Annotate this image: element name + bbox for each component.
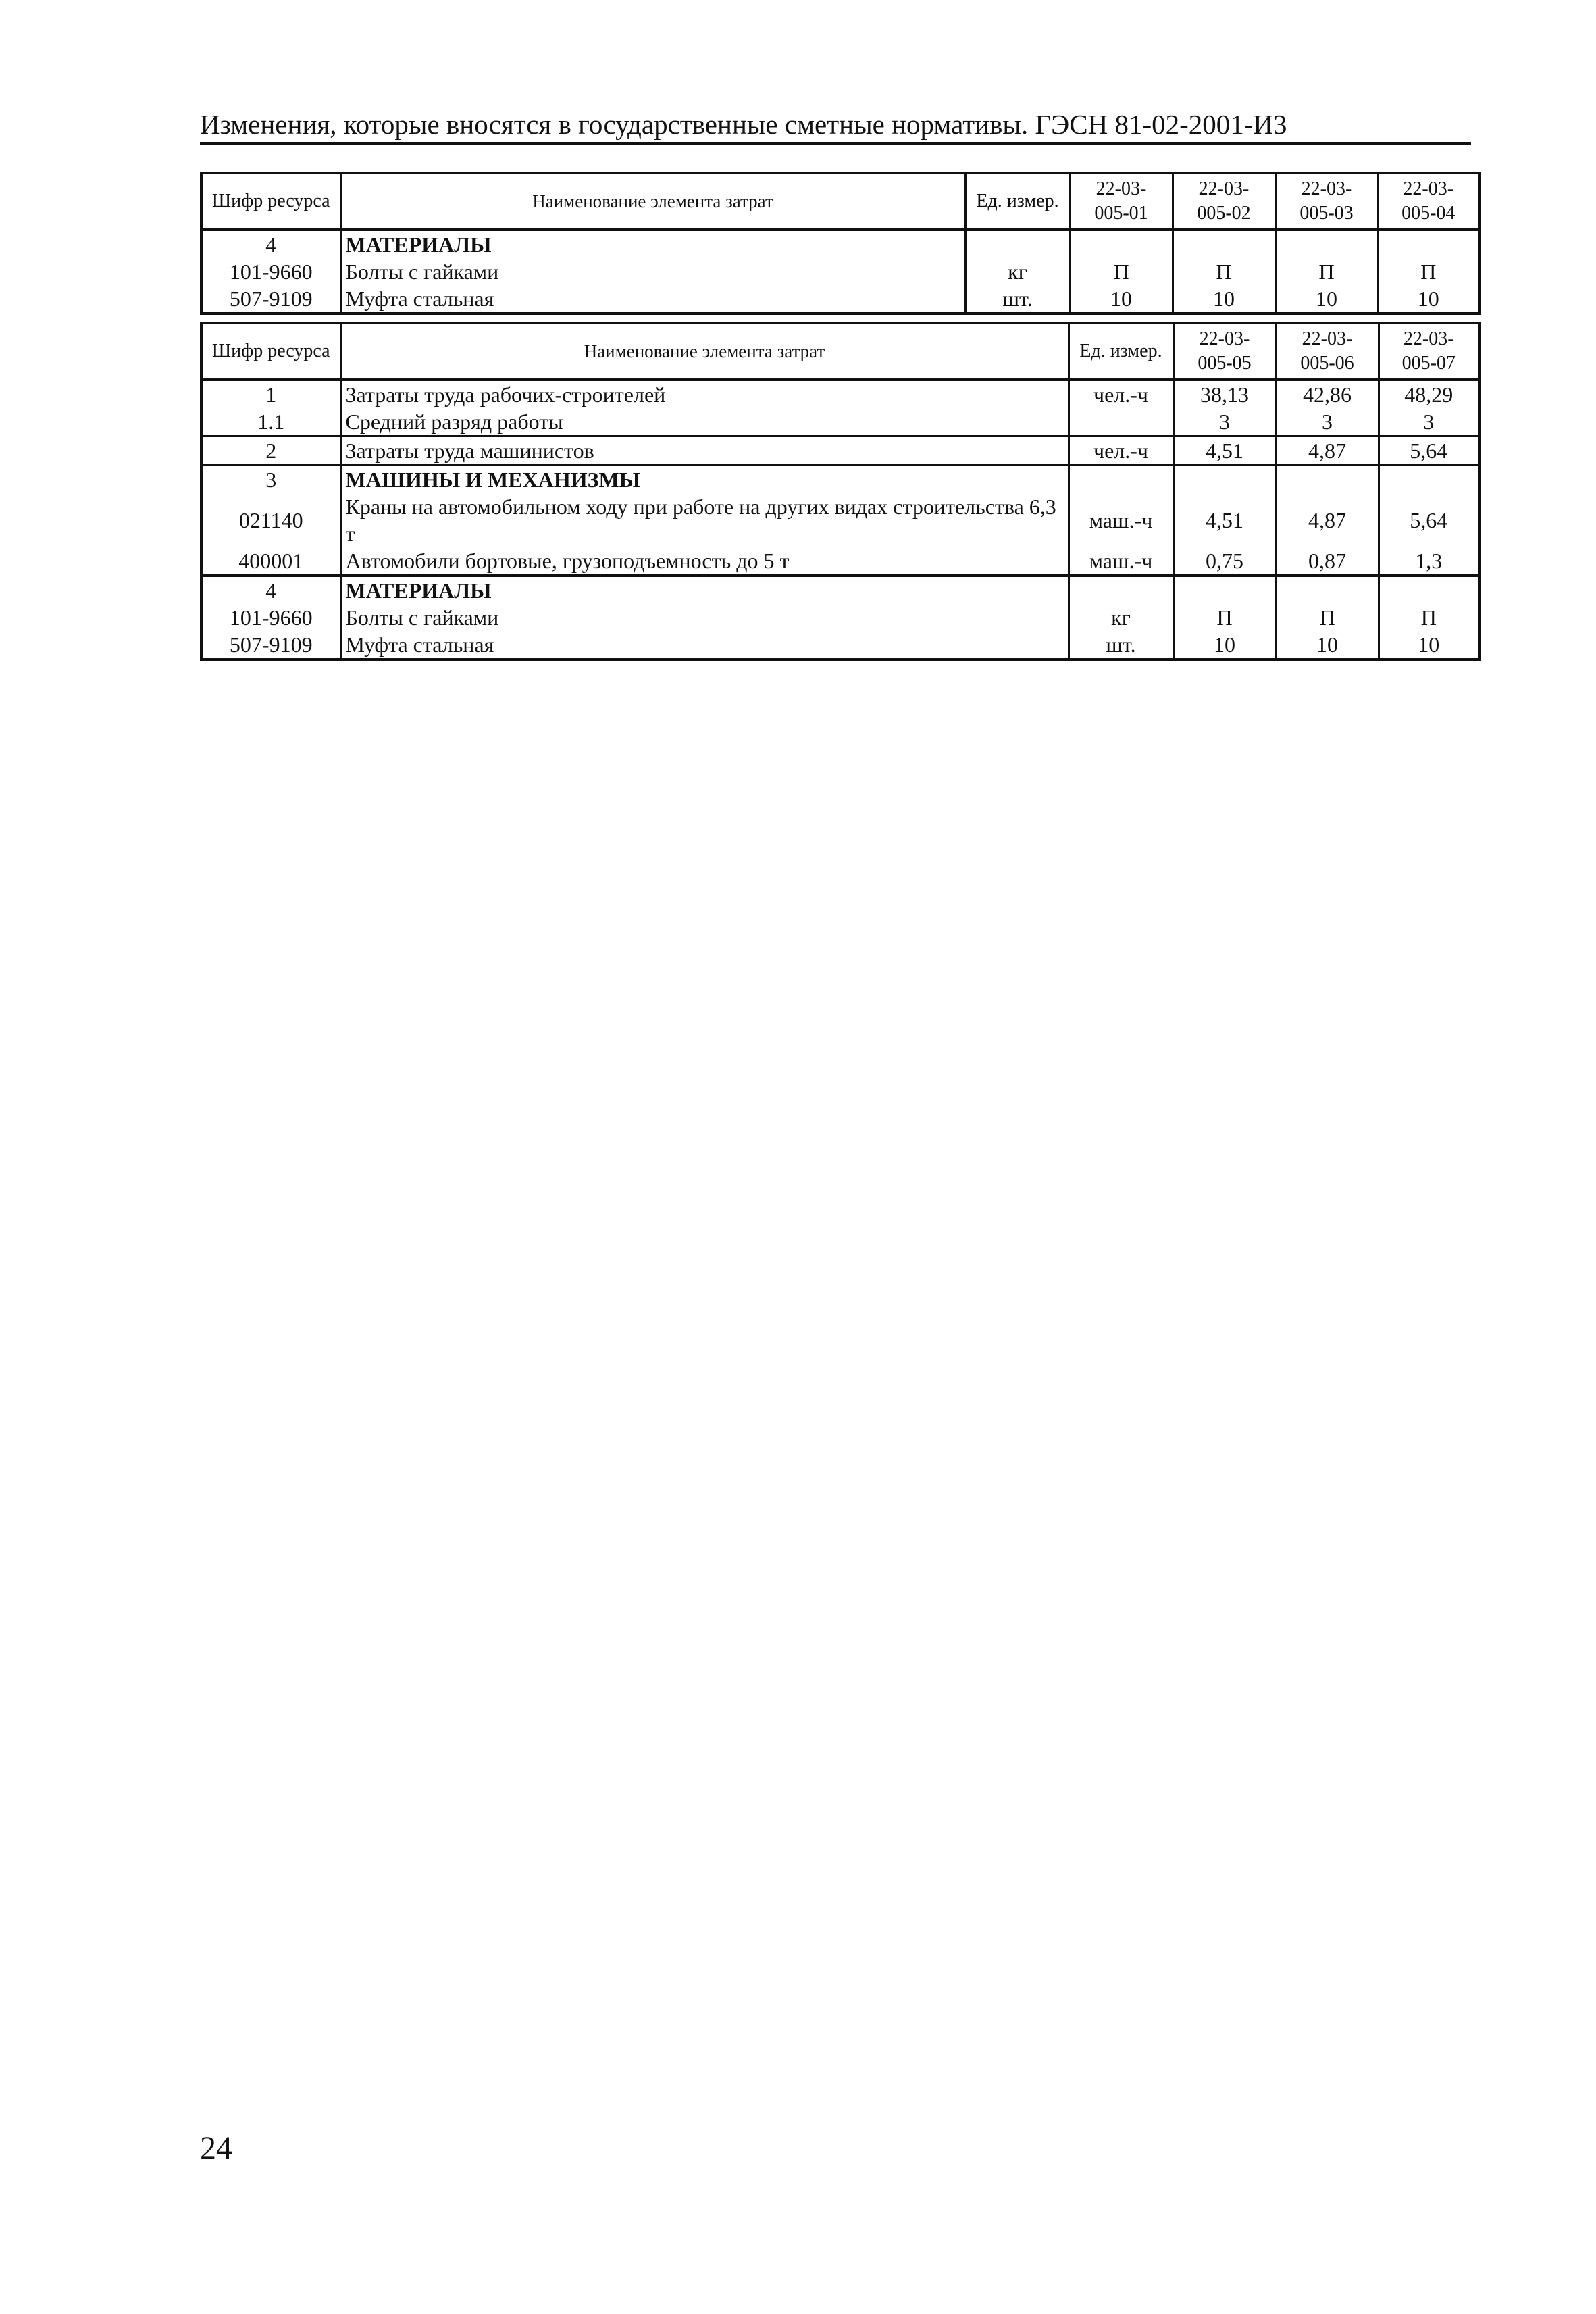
- cell-value: [1379, 466, 1479, 494]
- col-header-norm-7: 22-03- 005-07: [1379, 323, 1479, 380]
- cell-value: 10: [1379, 631, 1479, 659]
- table-row: [201, 493, 1479, 547]
- cell-value: [1070, 230, 1173, 258]
- cell-name: Болты с гайками: [340, 258, 965, 285]
- cell-unit: [965, 230, 1070, 258]
- cell-value: П: [1378, 258, 1479, 285]
- table-row: [201, 547, 1479, 576]
- cell-code: 4: [201, 230, 340, 258]
- table-row: [201, 466, 1479, 494]
- cell-code: 400001: [201, 547, 340, 576]
- cell-value: 38,13: [1173, 380, 1276, 408]
- cell-value: П: [1276, 604, 1379, 631]
- cell-value: 1,3: [1379, 547, 1479, 576]
- cell-unit: [1069, 466, 1173, 494]
- cell-name: Краны на автомобильном ходу при работе на других видах строительства 6,3 т: [340, 493, 1069, 547]
- table-header-row: [201, 173, 1479, 230]
- col-header-norm-1: 22-03- 005-01: [1070, 173, 1173, 230]
- cell-value: 10: [1070, 285, 1173, 313]
- cell-value: П: [1070, 258, 1173, 285]
- cell-value: [1378, 230, 1479, 258]
- cell-value: 3: [1379, 408, 1479, 436]
- cell-code: 2: [201, 436, 340, 466]
- cell-name: Муфта стальная: [340, 631, 1069, 659]
- cell-name: Средний разряд работы: [340, 408, 1069, 436]
- cell-value: 10: [1276, 631, 1379, 659]
- cell-value: 48,29: [1379, 380, 1479, 408]
- table-row: [201, 408, 1479, 436]
- cell-value: [1276, 466, 1379, 494]
- col-header-norm-6: 22-03- 005-06: [1276, 323, 1379, 380]
- cell-code: 1.1: [201, 408, 340, 436]
- cell-code: 507-9109: [201, 285, 340, 313]
- table-row: [201, 576, 1479, 604]
- cell-unit: [1069, 408, 1173, 436]
- cell-value: 4,87: [1276, 436, 1379, 466]
- cell-value: 10: [1173, 285, 1275, 313]
- page-header: Изменения, которые вносятся в государственные сметные нормативы. ГЭСН 81-02-2001-И3: [200, 107, 1471, 145]
- cell-value: 0,75: [1173, 547, 1276, 576]
- cell-name: Автомобили бортовые, грузоподъемность до 5 т: [340, 547, 1069, 576]
- cell-value: 0,87: [1276, 547, 1379, 576]
- resource-table-2: [200, 322, 1481, 661]
- cell-name: МАШИНЫ И МЕХАНИЗМЫ: [340, 466, 1069, 494]
- col-header-code: Шифр ресурса: [201, 173, 340, 230]
- cell-name: МАТЕРИАЛЫ: [340, 230, 965, 258]
- cell-value: П: [1275, 258, 1378, 285]
- col-header-norm-3: 22-03- 005-03: [1275, 173, 1378, 230]
- cell-code: 3: [201, 466, 340, 494]
- cell-unit: кг: [1069, 604, 1173, 631]
- cell-name: Болты с гайками: [340, 604, 1069, 631]
- cell-value: 10: [1173, 631, 1276, 659]
- cell-unit: маш.-ч: [1069, 493, 1173, 547]
- cell-code: 4: [201, 576, 340, 604]
- cell-unit: кг: [965, 258, 1070, 285]
- cell-value: 4,51: [1173, 493, 1276, 547]
- cell-value: [1275, 230, 1378, 258]
- cell-value: 3: [1276, 408, 1379, 436]
- cell-unit: чел.-ч: [1069, 380, 1173, 408]
- cell-code: 101-9660: [201, 604, 340, 631]
- cell-unit: маш.-ч: [1069, 547, 1173, 576]
- col-header-unit: Ед. измер.: [965, 173, 1070, 230]
- cell-code: 021140: [201, 493, 340, 547]
- cell-value: [1173, 230, 1275, 258]
- cell-value: 4,51: [1173, 436, 1276, 466]
- cell-value: П: [1379, 604, 1479, 631]
- col-header-name: Наименование элемента затрат: [340, 173, 965, 230]
- cell-value: 5,64: [1379, 436, 1479, 466]
- cell-value: [1379, 576, 1479, 604]
- table-row: [201, 631, 1479, 659]
- cell-value: 10: [1378, 285, 1479, 313]
- table-header-row: [201, 323, 1479, 380]
- col-header-norm-5: 22-03- 005-05: [1173, 323, 1276, 380]
- table-row: [201, 604, 1479, 631]
- cell-code: 507-9109: [201, 631, 340, 659]
- page-number: 24: [200, 2130, 232, 2166]
- table-row: [201, 230, 1479, 258]
- cell-unit: шт.: [965, 285, 1070, 313]
- table-row: [201, 285, 1479, 313]
- table-row: [201, 380, 1479, 408]
- cell-name: Муфта стальная: [340, 285, 965, 313]
- cell-unit: [1069, 576, 1173, 604]
- cell-name: МАТЕРИАЛЫ: [340, 576, 1069, 604]
- table-row: [201, 258, 1479, 285]
- cell-unit: чел.-ч: [1069, 436, 1173, 466]
- cell-name: Затраты труда рабочих-строителей: [340, 380, 1069, 408]
- col-header-name: Наименование элемента затрат: [340, 323, 1069, 380]
- cell-value: [1173, 576, 1276, 604]
- col-header-code: Шифр ресурса: [201, 323, 340, 380]
- cell-name: Затраты труда машинистов: [340, 436, 1069, 466]
- cell-code: 1: [201, 380, 340, 408]
- cell-code: 101-9660: [201, 258, 340, 285]
- cell-value: [1276, 576, 1379, 604]
- cell-value: 42,86: [1276, 380, 1379, 408]
- cell-value: 5,64: [1379, 493, 1479, 547]
- col-header-norm-4: 22-03- 005-04: [1378, 173, 1479, 230]
- cell-value: [1173, 466, 1276, 494]
- cell-unit: шт.: [1069, 631, 1173, 659]
- cell-value: 3: [1173, 408, 1276, 436]
- cell-value: П: [1173, 258, 1275, 285]
- col-header-norm-2: 22-03- 005-02: [1173, 173, 1275, 230]
- table-row: [201, 436, 1479, 466]
- cell-value: 10: [1275, 285, 1378, 313]
- cell-value: 4,87: [1276, 493, 1379, 547]
- resource-table-1: [200, 172, 1481, 315]
- col-header-unit: Ед. измер.: [1069, 323, 1173, 380]
- cell-value: П: [1173, 604, 1276, 631]
